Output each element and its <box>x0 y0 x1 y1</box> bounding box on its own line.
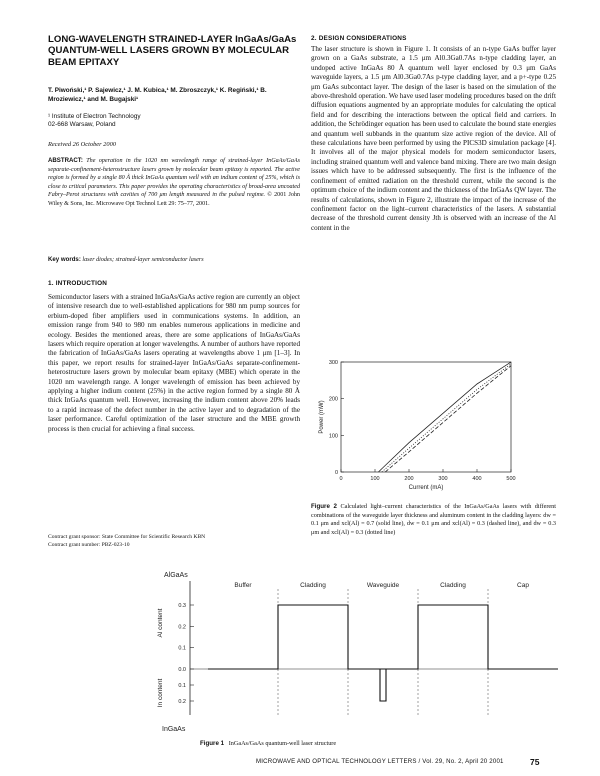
figure-2-caption-text: Calculated light–current characteristics of the InGaAs/GaAs lasers with different combinations of the waveguide layer thickness and aluminum content in the cladding layers: dw = 0.1 μm and xcl(Al) = 0.7 (solid line), dw = 0.1 μm and xcl(Al) = 0.3 (dashed line), and dw = 0.3 μm and xcl(Al) = 0.3 (dotted line) <box>311 503 556 536</box>
abstract-copyright: © 2001 John Wiley & Sons, Inc. Microwave Opt Technol Lett 29: 75–77, 2001. <box>48 192 300 207</box>
affiliation-line-2: 02-668 Warsaw, Poland <box>48 121 116 129</box>
al-content-label: Al content <box>157 608 164 638</box>
received-date: Received 26 October 2000 <box>48 141 116 148</box>
region-label: Cap <box>517 582 529 589</box>
x-tick-label: 300 <box>438 476 448 482</box>
x-axis-label: Current (mA) <box>408 485 444 491</box>
figure-2-chart <box>311 352 556 492</box>
ingaas-label: InGaAs <box>162 726 186 733</box>
paper-title: LONG-WAVELENGTH STRAINED-LAYER InGaAs/GaAs QUANTUM-WELL LASERS GROWN BY MOLECULAR BEAM EPITAXY <box>48 34 297 68</box>
in-content-well <box>348 669 418 701</box>
al-tick-label: 0.2 <box>178 624 186 631</box>
abstract <box>48 157 300 209</box>
x-tick-label: 500 <box>506 476 516 482</box>
in-content-label: In content <box>157 678 164 708</box>
design-paragraph: The laser structure is shown in Figure 1. It consists of an n-type GaAs buffer layer grown on a GaAs substrate, a 1.5 μm Al0.3Ga0.7As n-type cladding layer, an undoped active InGaAs 80 Å quantum well layer enclosed by 0.3 μm GaAs waveguide layers, a 1.5 μm Al0.3Ga0.7As p-type cladding layer, and a p+-type 0.25 μm GaAs subcontact layer. The design of the laser is based on the simulation of the above-threshold operation. We have used laser modeling procedures based on the drift diffusion equations augmented by an appropriate modules for calculating the optical field and for describing the interactions between the optical field and carriers. In addition, the Schrödinger equation has been used to calculate the bound state energies and quantum well subbands in the quantum size active region of the device. All of these calculations have been performed by using the PICS3D simulation package [4]. It involves all of the major physical models for modern semiconductor lasers, including strained quantum well and valence band mixing. There are two main design issues which have to be addressed subsequently. The first is the influence of the confinement of emitted radiation on the threshold current, while the second is the optimum choice of the indium content and the thickness of the InGaAs QW layer. The results of calculations, shown in Figure 2, illustrate the impact of the increase of the confinement factor on the light–current characteristics of the lasers. A substantial decrease of the threshold current density Jth is observed with an increase of the Al content in the <box>311 45 556 232</box>
y-tick-label: 300 <box>328 360 338 366</box>
al-tick-label: 0.0 <box>178 667 186 673</box>
figure-2-label: Figure 2 <box>311 503 337 510</box>
series-line-dotted <box>382 364 511 472</box>
al-content-profile <box>208 605 558 669</box>
page-number: 75 <box>530 757 540 767</box>
y-tick-label: 0 <box>334 470 338 476</box>
region-label: Buffer <box>234 582 252 589</box>
in-tick-label: 0.1 <box>178 683 186 689</box>
keywords-text: laser diodes; strained-layer semiconductor lasers <box>82 257 204 263</box>
grant-info <box>48 533 300 549</box>
x-tick-label: 200 <box>404 476 414 482</box>
region-label: Cladding <box>300 582 326 589</box>
algaas-label: AlGaAs <box>164 572 188 579</box>
x-tick-label: 400 <box>472 476 482 482</box>
figure-1-label: Figure 1 <box>200 740 225 747</box>
region-label: Cladding <box>440 582 466 589</box>
region-label: Waveguide <box>366 582 400 589</box>
design-heading: 2. DESIGN CONSIDERATIONS <box>311 35 407 42</box>
abstract-text: The operation in the 1020 nm wavelength range of strained-layer InGaAs/GaAs separate-confinement-heterostructure lasers grown by molecular beam epitaxy is reported. The active region is formed by a single 80 Å thick InGaAs quantum well with an indium content of 25%, which is close to critical parameters. This paper provides the operating characteristics of broad-area uncoated Fabry–Perot structures with cavities of 700 μm length measured in the pulsed regime. <box>48 158 300 199</box>
y-tick-label: 100 <box>328 433 338 440</box>
affiliation-line-1: ¹ Institute of Electron Technology <box>48 113 141 120</box>
grant-sponsor: Contract grant sponsor: State Committee for Scientific Research KBN <box>48 534 206 540</box>
keywords-label: Key words: <box>48 256 81 263</box>
y-axis-label: Power (mW) <box>319 400 325 434</box>
intro-paragraph: Semiconductor lasers with a strained InGaAs/GaAs active region are currently an object of intensive research due to well-established applications for 980 nm pump sources for erbium-doped fiber amplifiers used in communications systems. In addition, an emission range from 940 to 980 nm enables numerous applications in medicine and ecology. Besides the mentioned areas, there are some applications of InGaAs/GaAs lasers which require operation at longer wavelengths. A number of authors have reported the fabrication of InGaAs/GaAs lasers operating at wavelengths above 1 μm [1–3]. In this paper, we report results for strained-layer InGaAs/GaAs separate-confinement-heterostructure lasers grown by molecular beam epitaxy (MBE) which operate in the 1020 nm wavelength range. A longer wavelength of emission has been achieved by applying a higher indium content (25%) in the active region formed by a single 80 Å thick InGaAs quantum well. However, increasing the indium content above 20% leads to a rapid increase of the defect number in the active layer and to degradation of the laser performance. Careful optimization of the laser structure and the MBE growth process is then crucial for achieving a final success. <box>48 293 300 433</box>
keywords <box>48 256 300 263</box>
y-tick-label: 200 <box>328 396 338 403</box>
al-tick-label: 0.3 <box>178 603 186 609</box>
abstract-label: ABSTRACT: <box>48 157 83 164</box>
in-tick-label: 0.2 <box>178 699 186 705</box>
figure-2-caption <box>311 503 556 537</box>
intro-heading: 1. INTRODUCTION <box>48 280 108 287</box>
journal-footer: MICROWAVE AND OPTICAL TECHNOLOGY LETTERS / Vol. 29, No. 2, April 20 2001 <box>256 758 504 765</box>
figure-1-caption <box>200 740 336 747</box>
figure-1-caption-text: InGaAs/GaAs quantum-well laser structure <box>228 740 337 747</box>
al-tick-label: 0.1 <box>178 645 186 652</box>
x-tick-label: 0 <box>339 476 343 482</box>
series-line-dashed <box>385 366 511 472</box>
author-list: T. Piwoński,¹ P. Sajewicz,¹ J. M. Kubica,¹ M. Zbroszczyk,¹ K. Regiński,¹ B. Mroziewicz,¹ and M. Bugajski¹ <box>48 87 267 103</box>
affiliation <box>48 113 300 129</box>
grant-number: Contract grant number: PBZ-023-10 <box>48 542 130 548</box>
x-tick-label: 100 <box>370 476 380 482</box>
figure-1-structure <box>148 565 568 735</box>
